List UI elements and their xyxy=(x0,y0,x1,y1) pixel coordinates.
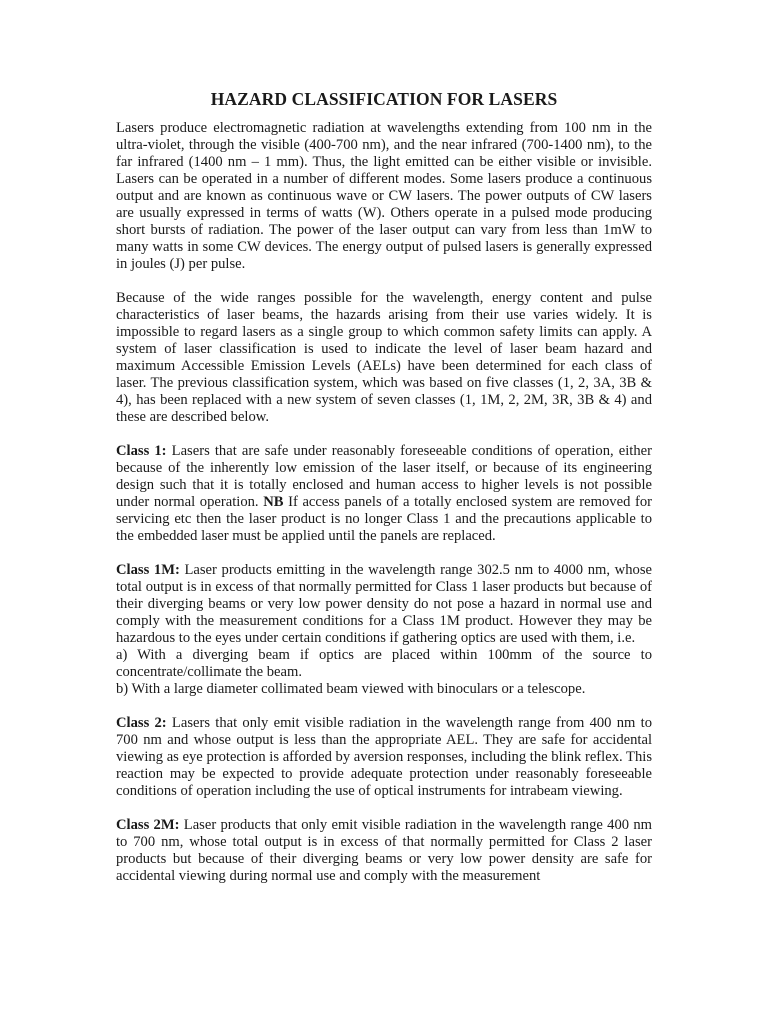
page-title: HAZARD CLASSIFICATION FOR LASERS xyxy=(210,89,558,109)
class-1-nb-label: NB xyxy=(263,494,284,510)
class-2-heading: Class 2: xyxy=(116,715,167,731)
class-1m-heading: Class 1M: xyxy=(116,562,180,578)
class-1-paragraph xyxy=(116,443,652,545)
document-page xyxy=(116,88,652,902)
intro-paragraph: Lasers produce electromagnetic radiation at wavelengths extending from 100 nm in the ultra-violet, through the visible (400-700 nm), and the near infrared (700-1400 nm), to the far infrared (1400 nm – 1 mm). Thus, the light emitted can be either visible or invisible. Lasers can be operated in a number of different modes. Some lasers produce a continuous output and are known as continuous wave or CW lasers. The power outputs of CW lasers are usually expressed in terms of watts (W). Others operate in a pulsed mode producing short bursts of radiation. The power of the laser output can vary from less than 1mW to many watts in some CW devices. The energy output of pulsed lasers is generally expressed in joules (J) per pulse. xyxy=(116,120,652,272)
class-1-nb-text: If access panels of a totally enclosed system are removed for servicing etc then the laser product is no longer Class 1 and the precautions applicable to the embedded laser must be applied until the panels are replaced. xyxy=(116,494,653,544)
class-1m-list-item-a: a) With a diverging beam if optics are placed within 100mm of the source to concentrate/collimate the beam. xyxy=(116,647,652,680)
classification-paragraph: Because of the wide ranges possible for the wavelength, energy content and pulse characteristics of laser beams, the hazards arising from their use varies widely. It is impossible to regard lasers as a single group to which common safety limits can apply. A system of laser classification is used to indicate the level of laser beam hazard and maximum Accessible Emission Levels (AELs) have been determined for each class of laser. The previous classification system, which was based on five classes (1, 2, 3A, 3B & 4), has been replaced with a new system of seven classes (1, 1M, 2, 2M, 3R, 3B & 4) and these are described below. xyxy=(116,290,652,425)
class-1m-text: Laser products emitting in the wavelength range 302.5 nm to 4000 nm, whose total output is in excess of that normally permitted for Class 1 laser products but because of their diverging beams or very low power density do not pose a hazard in normal use and comply with the measurement conditions for a Class 1M product. However they may be hazardous to the eyes under certain conditions if gathering optics are used with them, i.e. xyxy=(116,562,652,646)
class-1m-paragraph xyxy=(116,562,652,647)
class-1-text: Lasers that are safe under reasonably foreseeable conditions of operation, either because of the inherently low emission of the laser itself, or because of its engineering design such that it is totally enclosed and human access to higher levels is not possible under normal operation. xyxy=(116,443,652,510)
class-1m-list-item-b: b) With a large diameter collimated beam viewed with binoculars or a telescope. xyxy=(116,681,586,697)
class-2m-text: Laser products that only emit visible radiation in the wavelength range 400 nm to 700 nm, whose total output is in excess of that normally permitted for Class 2 laser products but because of their diverging beams or very low power density are safe for accidental viewing during normal use and comply with the measurement xyxy=(116,817,652,884)
class-2-text: Lasers that only emit visible radiation in the wavelength range from 400 nm to 700 nm and whose output is less than the appropriate AEL. They are safe for accidental viewing as eye protection is afforded by aversion responses, including the blink reflex. This reaction may be expected to provide adequate protection under reasonably foreseeable conditions of operation including the use of optical instruments for intrabeam viewing. xyxy=(116,715,652,799)
class-1-heading: Class 1: xyxy=(116,443,167,459)
class-2m-paragraph xyxy=(116,817,652,885)
class-2m-heading: Class 2M: xyxy=(116,817,180,833)
class-2-paragraph xyxy=(116,715,652,800)
